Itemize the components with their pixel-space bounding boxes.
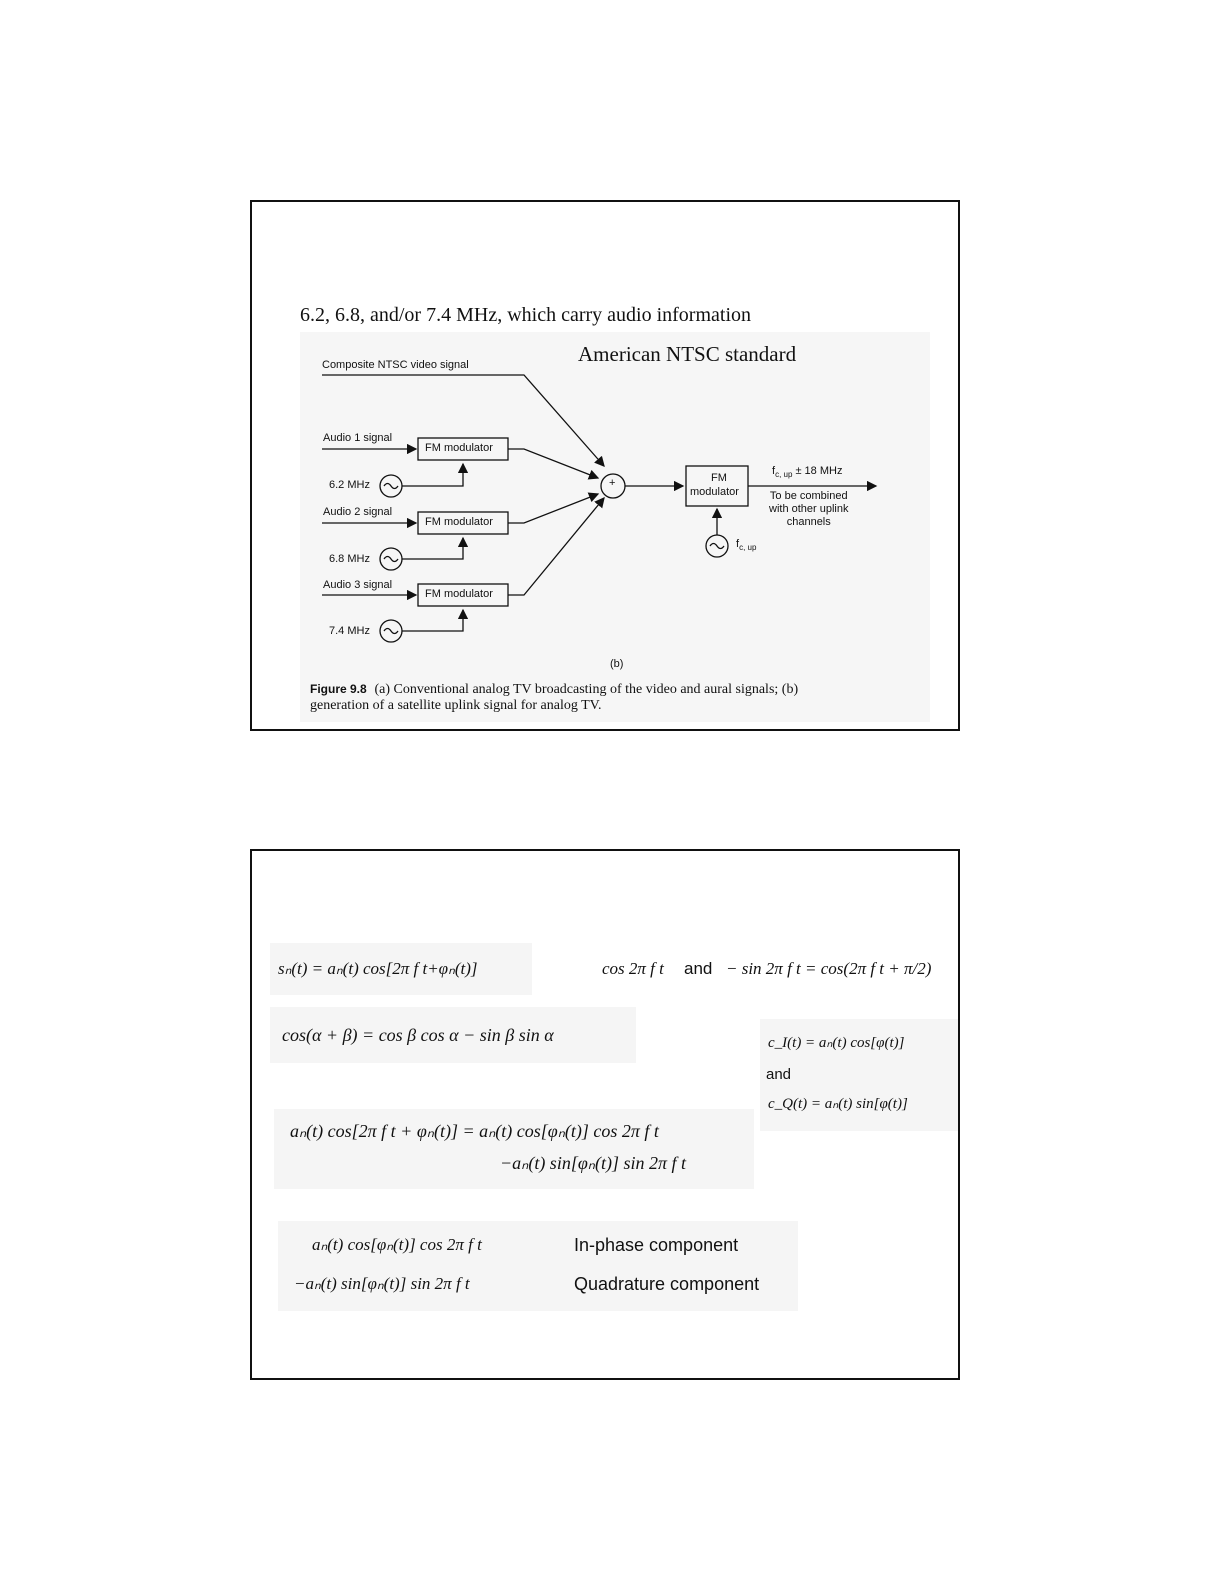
quadrature-equation: −aₙ(t) sin[φₙ(t)] sin 2π f t bbox=[294, 1274, 470, 1293]
mod3-output bbox=[508, 498, 604, 595]
caption-text-1: (a) Conventional analog TV broadcasting of the video and aural signals; (b) bbox=[374, 682, 799, 697]
caption-text-2: generation of a satellite uplink signal for analog TV. bbox=[310, 698, 602, 713]
caption-label: Figure 9.8 bbox=[310, 682, 367, 696]
audio1-label: Audio 1 signal bbox=[323, 432, 393, 444]
osc2-label: 6.8 MHz bbox=[329, 553, 370, 565]
fm-modulator-3-label: FM modulator bbox=[425, 588, 493, 600]
main-mod-label-1: FM bbox=[711, 472, 727, 484]
osc3-feed bbox=[402, 610, 463, 631]
fm-modulator-2-label: FM modulator bbox=[425, 516, 493, 528]
fm-modulator-1-label: FM modulator bbox=[425, 442, 493, 454]
eq-cq: c_Q(t) = aₙ(t) sin[φ(t)] bbox=[768, 1096, 908, 1112]
osc3-label: 7.4 MHz bbox=[329, 625, 370, 637]
video-input-label: Composite NTSC video signal bbox=[322, 359, 469, 371]
eq-ci: c_I(t) = aₙ(t) cos[φ(t)] bbox=[768, 1035, 905, 1051]
eq-identity: cos(α + β) = cos β cos α − sin β sin α bbox=[282, 1025, 554, 1045]
mod1-output bbox=[508, 449, 598, 478]
slide-heading: 6.2, 6.8, and/or 7.4 MHz, which carry audio information bbox=[300, 304, 752, 326]
mod2-output bbox=[508, 494, 598, 523]
quadrature-label: Quadrature component bbox=[574, 1274, 760, 1294]
eq-ci-and: and bbox=[766, 1066, 792, 1083]
eq-expand-line1: aₙ(t) cos[2π f t + φₙ(t)] = aₙ(t) cos[φₙ(t)] cos 2π f t bbox=[290, 1121, 659, 1141]
osc1-label: 6.2 MHz bbox=[329, 479, 370, 491]
eq-sn: sₙ(t) = aₙ(t) cos[2π f t+φₙ(t)] bbox=[278, 959, 478, 978]
eq-carrier-cos: cos 2π f t bbox=[602, 959, 664, 978]
figure-part-label: (b) bbox=[610, 658, 624, 670]
audio3-label: Audio 3 signal bbox=[323, 579, 393, 591]
main-mod-label-2: modulator bbox=[690, 486, 739, 498]
eq-expand-line2: −aₙ(t) sin[φₙ(t)] sin 2π f t bbox=[500, 1153, 686, 1173]
audio2-label: Audio 2 signal bbox=[323, 506, 393, 518]
summer-label: + bbox=[609, 477, 616, 489]
inphase-label: In-phase component bbox=[574, 1235, 739, 1255]
figure-caption bbox=[310, 680, 798, 714]
output-frequency-label: $f_{c, up} \pm 18$ MHz bbox=[772, 465, 843, 480]
block-diagram bbox=[252, 202, 958, 729]
eq-carrier-sin: − sin 2π f t = cos(2π f t + π/2) bbox=[726, 959, 932, 978]
slide-ntsc-diagram bbox=[250, 200, 960, 731]
eq-carrier-and: and bbox=[684, 959, 713, 978]
main-osc-label: $f_{c, up}$ bbox=[736, 538, 757, 553]
inphase-equation: aₙ(t) cos[φₙ(t)] cos 2π f t bbox=[312, 1235, 482, 1254]
osc1-feed bbox=[402, 464, 463, 486]
output-note: To be combined with other uplink channels bbox=[769, 490, 849, 528]
slide-iq-components bbox=[250, 849, 960, 1380]
osc2-feed bbox=[402, 538, 463, 559]
diagram-title: American NTSC standard bbox=[578, 342, 797, 366]
